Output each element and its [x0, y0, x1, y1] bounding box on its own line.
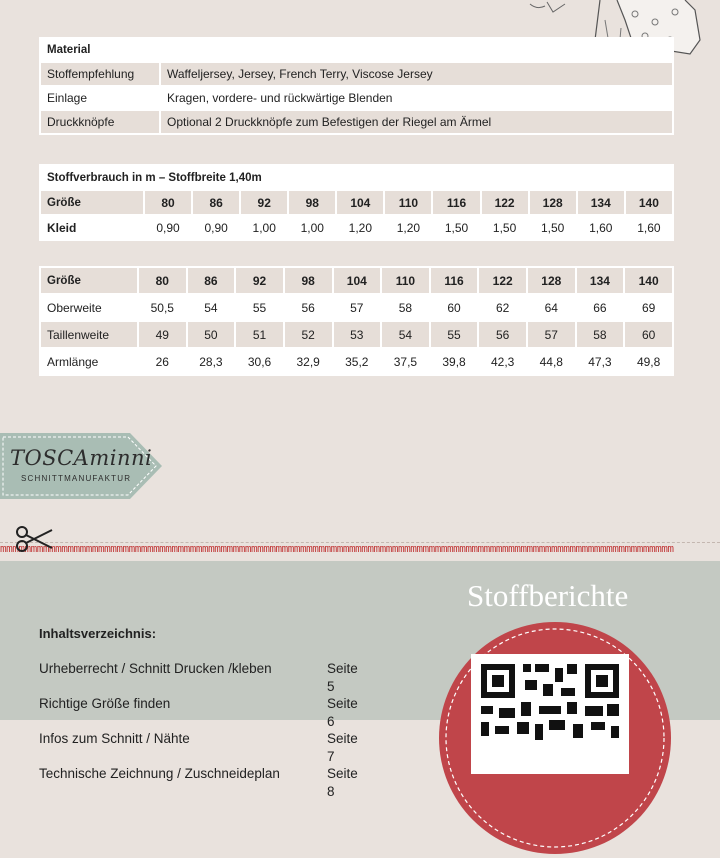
material-label: Druckknöpfe — [41, 111, 159, 133]
measure-label: Oberweite — [41, 295, 137, 320]
toc-item-text: Richtige Größe finden — [39, 696, 171, 711]
size-cell: 104 — [334, 268, 381, 293]
size-cell: 110 — [385, 191, 431, 214]
material-value: Kragen, vordere- und rückwärtige Blenden — [161, 87, 672, 109]
measure-cell: 53 — [334, 322, 381, 347]
size-cell: 98 — [285, 268, 332, 293]
size-cell: 98 — [289, 191, 335, 214]
material-table — [39, 37, 674, 135]
toc-item — [39, 695, 363, 730]
toc-title: Inhaltsverzeichnis: — [39, 626, 157, 641]
consumption-cell: 1,20 — [385, 216, 431, 239]
measure-cell: 39,8 — [431, 349, 478, 374]
size-cell: 92 — [241, 191, 287, 214]
measure-cell: 37,5 — [382, 349, 429, 374]
size-cell: 134 — [578, 191, 624, 214]
consumption-cell: 0,90 — [193, 216, 239, 239]
material-value: Waffeljersey, Jersey, French Terry, Viscose Jersey — [161, 63, 672, 85]
stoffberichte-title: Stoffberichte — [467, 578, 629, 613]
consumption-cell: 1,50 — [482, 216, 528, 239]
toc-item — [39, 765, 363, 800]
size-cell: 128 — [530, 191, 576, 214]
measure-cell: 50 — [188, 322, 235, 347]
measure-cell: 56 — [479, 322, 526, 347]
consumption-cell: 0,90 — [145, 216, 191, 239]
fabric-consumption-table — [39, 164, 674, 241]
measure-cell: 44,8 — [528, 349, 575, 374]
measure-cell: 51 — [236, 322, 283, 347]
toc-item-page: Seite 6 — [327, 696, 358, 729]
consumption-cell: 1,60 — [626, 216, 672, 239]
measurements-table — [39, 266, 674, 376]
toc-item-text: Infos zum Schnitt / Nähte — [39, 731, 190, 746]
size-cell: 140 — [625, 268, 672, 293]
consumption-cell: 1,00 — [241, 216, 287, 239]
measure-cell: 66 — [577, 295, 624, 320]
measure-cell: 35,2 — [334, 349, 381, 374]
material-label: Einlage — [41, 87, 159, 109]
material-title: Material — [41, 39, 672, 61]
size-cell: 122 — [479, 268, 526, 293]
consumption-cell: 1,50 — [433, 216, 479, 239]
measure-cell: 64 — [528, 295, 575, 320]
measure-cell: 57 — [528, 322, 575, 347]
measure-label: Taillenweite — [41, 322, 137, 347]
consumption-cell: 1,00 — [289, 216, 335, 239]
size-cell: 110 — [382, 268, 429, 293]
size-cell: 92 — [236, 268, 283, 293]
size-cell: 134 — [577, 268, 624, 293]
measure-cell: 54 — [382, 322, 429, 347]
measure-cell: 58 — [577, 322, 624, 347]
measure-cell: 55 — [236, 295, 283, 320]
size-cell: 116 — [433, 191, 479, 214]
measure-cell: 54 — [188, 295, 235, 320]
size-cell: 122 — [482, 191, 528, 214]
toc-item-page: Seite 8 — [327, 766, 358, 799]
size-cell: 80 — [139, 268, 186, 293]
consumption-cell: 1,60 — [578, 216, 624, 239]
measure-cell: 49,8 — [625, 349, 672, 374]
measure-cell: 60 — [431, 295, 478, 320]
measure-cell: 62 — [479, 295, 526, 320]
toc-item-text: Technische Zeichnung / Zuschneideplan — [39, 766, 280, 781]
size-cell: 80 — [145, 191, 191, 214]
toc-item — [39, 730, 363, 765]
size-cell: 104 — [337, 191, 383, 214]
toc-item — [39, 660, 363, 695]
measure-label: Armlänge — [41, 349, 137, 374]
measure-cell: 26 — [139, 349, 186, 374]
cut-line: mmmmmmmmmmmmmmmmmmmmmmmmmmmmmmmmmmmmmmmmmmmmmmmmmmmmmmmmmmmmmmmmmmmmmmmmmmmmmmmmmmmmmmmmmmmmmmmmmmmmmmmmmmmmmm — [0, 542, 674, 555]
size-cell: 128 — [528, 268, 575, 293]
measure-cell: 49 — [139, 322, 186, 347]
size-header: Größe — [41, 268, 137, 293]
logo-subtitle: SCHNITTMANUFAKTUR — [21, 474, 132, 483]
consumption-cell: 1,20 — [337, 216, 383, 239]
size-cell: 86 — [193, 191, 239, 214]
measure-cell: 30,6 — [236, 349, 283, 374]
measure-cell: 58 — [382, 295, 429, 320]
size-cell: 86 — [188, 268, 235, 293]
measure-cell: 56 — [285, 295, 332, 320]
toc-item-page: Seite 5 — [327, 661, 358, 694]
measure-cell: 42,3 — [479, 349, 526, 374]
measure-cell: 50,5 — [139, 295, 186, 320]
measure-cell: 60 — [625, 322, 672, 347]
qr-code-icon — [471, 654, 629, 774]
measure-cell: 57 — [334, 295, 381, 320]
logo-name: TOSCAminni — [10, 446, 153, 470]
qr-badge[interactable] — [435, 618, 675, 858]
fabric-consumption-title: Stoffverbrauch in m – Stoffbreite 1,40m — [41, 166, 672, 189]
measure-cell: 55 — [431, 322, 478, 347]
table-of-contents — [39, 660, 363, 800]
measure-cell: 32,9 — [285, 349, 332, 374]
measure-cell: 47,3 — [577, 349, 624, 374]
toc-item-text: Urheberrecht / Schnitt Drucken /kleben — [39, 661, 272, 676]
size-cell: 140 — [626, 191, 672, 214]
size-header: Größe — [41, 191, 143, 214]
material-label: Stoffempfehlung — [41, 63, 159, 85]
measure-cell: 69 — [625, 295, 672, 320]
toc-item-page: Seite 7 — [327, 731, 358, 764]
material-value: Optional 2 Druckknöpfe zum Befestigen der Riegel am Ärmel — [161, 111, 672, 133]
garment-label: Kleid — [41, 216, 143, 239]
size-cell: 116 — [431, 268, 478, 293]
measure-cell: 28,3 — [188, 349, 235, 374]
scissors-icon — [14, 524, 54, 554]
measure-cell: 52 — [285, 322, 332, 347]
consumption-cell: 1,50 — [530, 216, 576, 239]
